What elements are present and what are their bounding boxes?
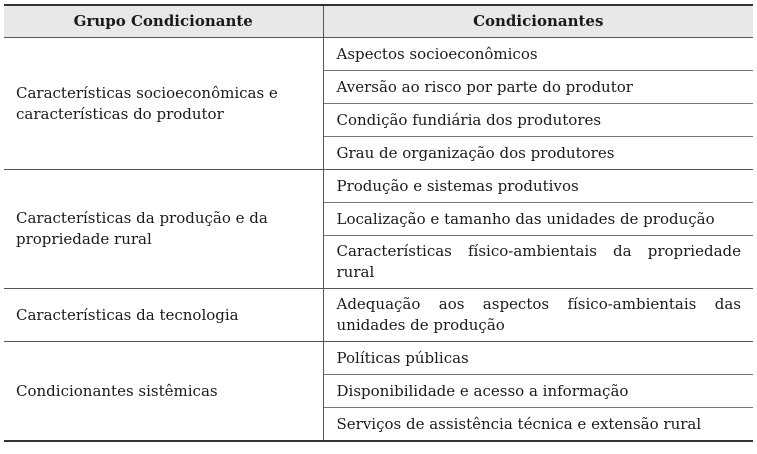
table-row bbox=[4, 170, 753, 203]
condition-item: Localização e tamanho das unidades de produção bbox=[323, 203, 753, 236]
table-row bbox=[4, 342, 753, 375]
condition-item: Produção e sistemas produtivos bbox=[323, 170, 753, 203]
header-row bbox=[4, 5, 753, 38]
condition-item: Características físico-ambientais da propriedade rural bbox=[323, 236, 753, 289]
table-row bbox=[4, 38, 753, 71]
group-name: Condicionantes sistêmicas bbox=[4, 342, 323, 442]
header-grupo-condicionante: Grupo Condicionante bbox=[4, 5, 323, 38]
condition-item: Aversão ao risco por parte do produtor bbox=[323, 71, 753, 104]
condition-item: Condição fundiária dos produtores bbox=[323, 104, 753, 137]
group-name: Características da produção e da propriedade rural bbox=[4, 170, 323, 289]
table-row bbox=[4, 289, 753, 342]
condition-item: Políticas públicas bbox=[323, 342, 753, 375]
group-name: Características da tecnologia bbox=[4, 289, 323, 342]
header-condicionantes: Condicionantes bbox=[323, 5, 753, 38]
condition-item: Disponibilidade e acesso a informação bbox=[323, 375, 753, 408]
condition-item: Adequação aos aspectos físico-ambientais das unidades de produção bbox=[323, 289, 753, 342]
group-name: Características socioeconômicas e características do produtor bbox=[4, 38, 323, 170]
condition-item: Grau de organização dos produtores bbox=[323, 137, 753, 170]
condition-item: Serviços de assistência técnica e extensão rural bbox=[323, 408, 753, 442]
conditioning-factors-table bbox=[4, 4, 753, 442]
condition-item: Aspectos socioeconômicos bbox=[323, 38, 753, 71]
